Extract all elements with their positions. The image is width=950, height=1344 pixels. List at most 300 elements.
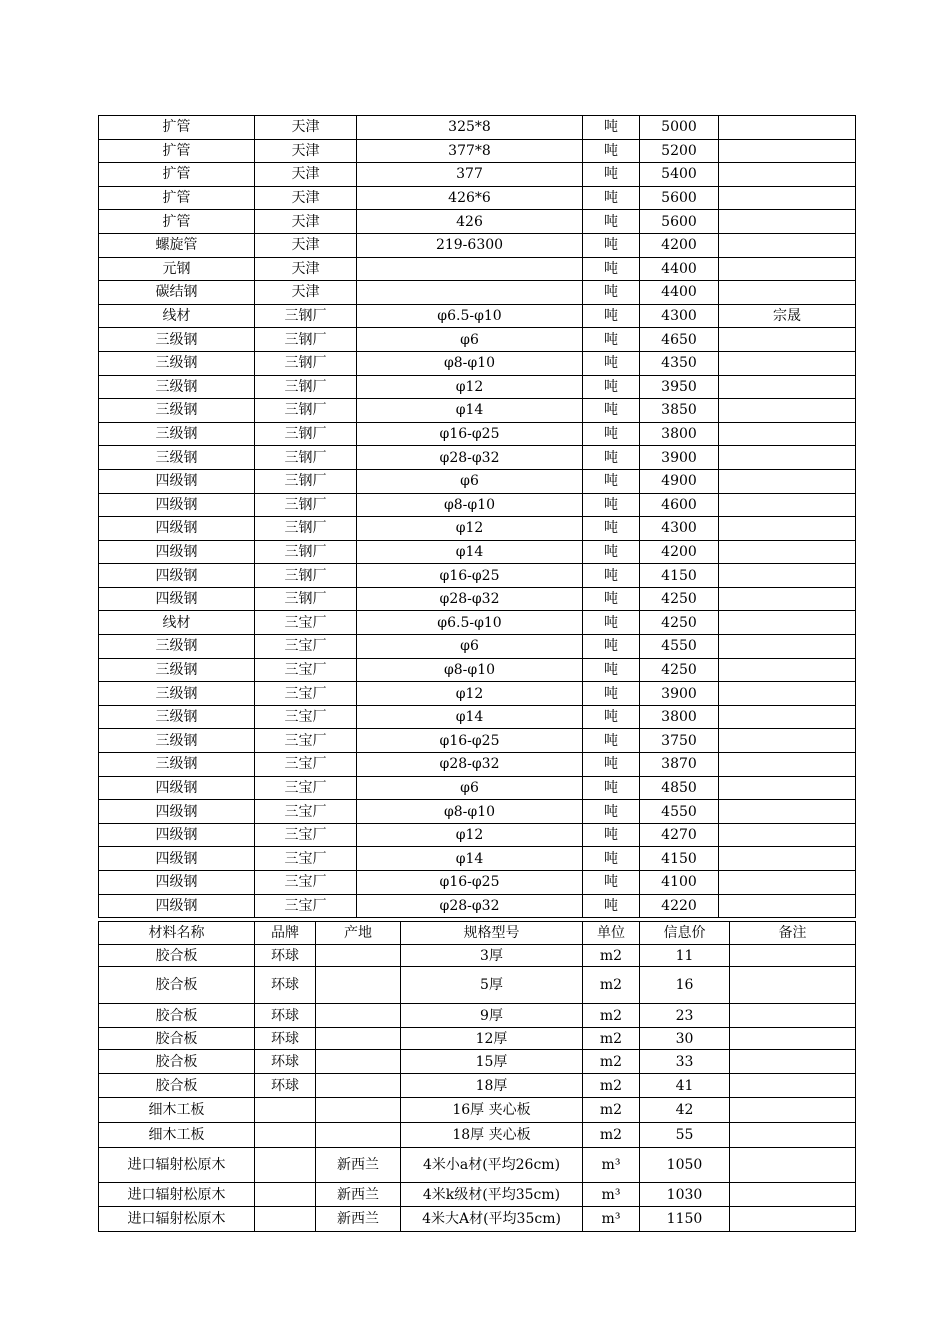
unit-cell: 吨 — [583, 729, 640, 753]
remark-cell — [719, 823, 856, 847]
spec-cell: φ12 — [357, 517, 583, 541]
table-row — [99, 210, 856, 234]
origin-cell: 新西兰 — [316, 1183, 401, 1207]
table-row — [99, 945, 856, 967]
remark-cell — [730, 1004, 856, 1028]
unit-cell: 吨 — [583, 446, 640, 470]
remark-cell — [730, 1028, 856, 1050]
table-row — [99, 658, 856, 682]
price-cell: 33 — [640, 1050, 730, 1074]
remark-cell — [719, 210, 856, 234]
table-row — [99, 967, 856, 1004]
remark-cell — [719, 729, 856, 753]
origin-cell — [316, 1004, 401, 1028]
price-cell: 5600 — [640, 210, 719, 234]
spec-cell: φ28-φ32 — [357, 587, 583, 611]
spec-cell: 4米小a材(平均26cm) — [401, 1148, 583, 1183]
table-row — [99, 469, 856, 493]
spec-cell: φ14 — [357, 847, 583, 871]
spec-cell: φ8-φ10 — [357, 658, 583, 682]
remark-cell — [719, 375, 856, 399]
unit-cell: 吨 — [583, 281, 640, 305]
brand-cell — [255, 1123, 316, 1148]
unit-cell: m³ — [583, 1207, 640, 1232]
origin-cell: 三钢厂 — [255, 540, 357, 564]
unit-cell: m2 — [583, 1123, 640, 1148]
price-cell: 4400 — [640, 281, 719, 305]
unit-cell: m2 — [583, 1098, 640, 1123]
origin-cell — [316, 1123, 401, 1148]
price-cell: 4200 — [640, 233, 719, 257]
table-row — [99, 564, 856, 588]
price-cell: 3750 — [640, 729, 719, 753]
spec-cell: 377*8 — [357, 139, 583, 163]
remark-cell — [719, 422, 856, 446]
material-name-cell: 胶合板 — [99, 1004, 255, 1028]
material-name-cell: 四级钢 — [99, 540, 255, 564]
material-name-cell: 四级钢 — [99, 800, 255, 824]
material-name-cell: 三级钢 — [99, 351, 255, 375]
remark-cell — [730, 967, 856, 1004]
material-name-cell: 胶合板 — [99, 967, 255, 1004]
origin-cell: 三宝厂 — [255, 682, 357, 706]
price-cell: 11 — [640, 945, 730, 967]
remark-cell — [719, 658, 856, 682]
material-name-cell: 三级钢 — [99, 682, 255, 706]
column-header-price: 信息价 — [640, 922, 730, 945]
price-cell: 5400 — [640, 163, 719, 187]
remark-cell — [719, 776, 856, 800]
unit-cell: m2 — [583, 1050, 640, 1074]
remark-cell — [730, 945, 856, 967]
spec-cell: φ6.5-φ10 — [357, 304, 583, 328]
price-cell: 4250 — [640, 587, 719, 611]
table-row — [99, 1183, 856, 1207]
material-name-cell: 四级钢 — [99, 776, 255, 800]
column-header-remark: 备注 — [730, 922, 856, 945]
material-name-cell: 扩管 — [99, 116, 255, 140]
header-row — [99, 922, 856, 945]
table-row — [99, 328, 856, 352]
origin-cell: 三宝厂 — [255, 753, 357, 777]
origin-cell: 天津 — [255, 210, 357, 234]
remark-cell — [719, 800, 856, 824]
unit-cell: 吨 — [583, 116, 640, 140]
remark-cell — [730, 1050, 856, 1074]
material-name-cell: 扩管 — [99, 186, 255, 210]
table-row — [99, 304, 856, 328]
unit-cell: 吨 — [583, 163, 640, 187]
table-row — [99, 163, 856, 187]
material-name-cell: 三级钢 — [99, 375, 255, 399]
material-name-cell: 四级钢 — [99, 847, 255, 871]
price-cell: 4150 — [640, 847, 719, 871]
price-cell: 4250 — [640, 658, 719, 682]
spec-cell: φ16-φ25 — [357, 422, 583, 446]
price-cell: 4650 — [640, 328, 719, 352]
spec-cell — [357, 257, 583, 281]
remark-cell — [730, 1148, 856, 1183]
origin-cell: 三钢厂 — [255, 328, 357, 352]
unit-cell: 吨 — [583, 564, 640, 588]
material-name-cell: 进口辐射松原木 — [99, 1148, 255, 1183]
origin-cell: 三钢厂 — [255, 351, 357, 375]
material-name-cell: 扩管 — [99, 210, 255, 234]
origin-cell: 三宝厂 — [255, 705, 357, 729]
price-cell: 16 — [640, 967, 730, 1004]
unit-cell: 吨 — [583, 587, 640, 611]
origin-cell: 三钢厂 — [255, 587, 357, 611]
spec-cell: φ8-φ10 — [357, 493, 583, 517]
table-row — [99, 729, 856, 753]
remark-cell — [719, 871, 856, 895]
remark-cell — [719, 116, 856, 140]
remark-cell — [719, 753, 856, 777]
table-row — [99, 446, 856, 470]
unit-cell: 吨 — [583, 139, 640, 163]
remark-cell — [719, 399, 856, 423]
price-cell: 3870 — [640, 753, 719, 777]
unit-cell: 吨 — [583, 705, 640, 729]
spec-cell: 4米大A材(平均35cm) — [401, 1207, 583, 1232]
origin-cell: 天津 — [255, 186, 357, 210]
spec-cell: φ6 — [357, 469, 583, 493]
spec-cell: φ14 — [357, 540, 583, 564]
brand-cell: 环球 — [255, 1004, 316, 1028]
remark-cell — [719, 328, 856, 352]
unit-cell: 吨 — [583, 611, 640, 635]
table-row — [99, 682, 856, 706]
unit-cell: m2 — [583, 1074, 640, 1098]
wood-board-price-table — [98, 921, 856, 1232]
table-row — [99, 139, 856, 163]
spec-cell — [357, 281, 583, 305]
remark-cell — [719, 894, 856, 918]
unit-cell: 吨 — [583, 894, 640, 918]
unit-cell: m2 — [583, 967, 640, 1004]
material-name-cell: 三级钢 — [99, 422, 255, 446]
price-cell: 4250 — [640, 611, 719, 635]
spec-cell: 219-6300 — [357, 233, 583, 257]
remark-cell — [730, 1123, 856, 1148]
table-row — [99, 186, 856, 210]
price-cell: 4400 — [640, 257, 719, 281]
origin-cell: 三钢厂 — [255, 399, 357, 423]
price-cell: 41 — [640, 1074, 730, 1098]
remark-cell — [730, 1074, 856, 1098]
unit-cell: m³ — [583, 1183, 640, 1207]
table-row — [99, 894, 856, 918]
unit-cell: 吨 — [583, 210, 640, 234]
price-cell: 4300 — [640, 517, 719, 541]
material-name-cell: 进口辐射松原木 — [99, 1183, 255, 1207]
price-cell: 1050 — [640, 1148, 730, 1183]
table-row — [99, 116, 856, 140]
remark-cell — [719, 540, 856, 564]
table-row — [99, 871, 856, 895]
price-cell: 42 — [640, 1098, 730, 1123]
material-name-cell: 胶合板 — [99, 1028, 255, 1050]
brand-cell: 环球 — [255, 967, 316, 1004]
origin-cell: 三宝厂 — [255, 823, 357, 847]
brand-cell — [255, 1183, 316, 1207]
price-cell: 30 — [640, 1028, 730, 1050]
material-name-cell: 螺旋管 — [99, 233, 255, 257]
unit-cell: 吨 — [583, 517, 640, 541]
material-name-cell: 四级钢 — [99, 587, 255, 611]
unit-cell: 吨 — [583, 540, 640, 564]
spec-cell: 5厚 — [401, 967, 583, 1004]
spec-cell: 325*8 — [357, 116, 583, 140]
remark-cell — [719, 517, 856, 541]
material-name-cell: 三级钢 — [99, 328, 255, 352]
table-row — [99, 1028, 856, 1050]
origin-cell: 三钢厂 — [255, 493, 357, 517]
unit-cell: 吨 — [583, 493, 640, 517]
material-name-cell: 进口辐射松原木 — [99, 1207, 255, 1232]
origin-cell: 三宝厂 — [255, 847, 357, 871]
column-header-spec: 规格型号 — [401, 922, 583, 945]
remark-cell — [719, 139, 856, 163]
table-row — [99, 375, 856, 399]
price-cell: 5000 — [640, 116, 719, 140]
material-name-cell: 碳结钢 — [99, 281, 255, 305]
material-name-cell: 胶合板 — [99, 945, 255, 967]
remark-cell — [719, 233, 856, 257]
origin-cell: 天津 — [255, 257, 357, 281]
remark-cell — [719, 682, 856, 706]
unit-cell: 吨 — [583, 847, 640, 871]
unit-cell: 吨 — [583, 658, 640, 682]
spec-cell: φ6 — [357, 635, 583, 659]
unit-cell: m2 — [583, 1004, 640, 1028]
spec-cell: 4米k级材(平均35cm) — [401, 1183, 583, 1207]
table-row — [99, 257, 856, 281]
spec-cell: 9厚 — [401, 1004, 583, 1028]
spec-cell: 18厚 — [401, 1074, 583, 1098]
table-row — [99, 1004, 856, 1028]
table-row — [99, 753, 856, 777]
price-cell: 5600 — [640, 186, 719, 210]
spec-cell: φ28-φ32 — [357, 894, 583, 918]
spec-cell: 426 — [357, 210, 583, 234]
spec-cell: 3厚 — [401, 945, 583, 967]
unit-cell: m2 — [583, 945, 640, 967]
brand-cell — [255, 1098, 316, 1123]
remark-cell — [719, 611, 856, 635]
column-header-unit: 单位 — [583, 922, 640, 945]
unit-cell: 吨 — [583, 186, 640, 210]
remark-cell — [719, 469, 856, 493]
table-row — [99, 399, 856, 423]
table-row — [99, 540, 856, 564]
material-name-cell: 细木工板 — [99, 1123, 255, 1148]
material-name-cell: 四级钢 — [99, 894, 255, 918]
origin-cell: 三钢厂 — [255, 375, 357, 399]
table-row — [99, 351, 856, 375]
price-cell: 4900 — [640, 469, 719, 493]
table-row — [99, 1098, 856, 1123]
spec-cell: φ12 — [357, 682, 583, 706]
table-row — [99, 1148, 856, 1183]
unit-cell: 吨 — [583, 375, 640, 399]
price-cell: 4270 — [640, 823, 719, 847]
unit-cell: 吨 — [583, 635, 640, 659]
price-cell: 4100 — [640, 871, 719, 895]
material-name-cell: 三级钢 — [99, 705, 255, 729]
table-row — [99, 776, 856, 800]
price-cell: 3950 — [640, 375, 719, 399]
remark-cell — [719, 446, 856, 470]
origin-cell: 三钢厂 — [255, 446, 357, 470]
remark-cell — [719, 186, 856, 210]
brand-cell: 环球 — [255, 945, 316, 967]
table-row — [99, 611, 856, 635]
table-row — [99, 1123, 856, 1148]
origin-cell — [316, 1050, 401, 1074]
spec-cell: φ12 — [357, 375, 583, 399]
table-row — [99, 587, 856, 611]
spec-cell: 15厚 — [401, 1050, 583, 1074]
material-name-cell: 胶合板 — [99, 1074, 255, 1098]
remark-cell — [719, 847, 856, 871]
origin-cell — [316, 1074, 401, 1098]
table-row — [99, 823, 856, 847]
origin-cell: 三宝厂 — [255, 729, 357, 753]
origin-cell: 天津 — [255, 233, 357, 257]
brand-cell — [255, 1207, 316, 1232]
material-name-cell: 三级钢 — [99, 753, 255, 777]
brand-cell: 环球 — [255, 1028, 316, 1050]
spec-cell: φ6 — [357, 776, 583, 800]
unit-cell: m³ — [583, 1148, 640, 1183]
origin-cell: 新西兰 — [316, 1148, 401, 1183]
remark-cell — [719, 635, 856, 659]
remark-cell — [719, 587, 856, 611]
price-cell: 5200 — [640, 139, 719, 163]
column-header-origin: 产地 — [316, 922, 401, 945]
unit-cell: 吨 — [583, 399, 640, 423]
table-row — [99, 635, 856, 659]
unit-cell: 吨 — [583, 233, 640, 257]
table-row — [99, 281, 856, 305]
material-name-cell: 三级钢 — [99, 635, 255, 659]
remark-cell — [730, 1183, 856, 1207]
spec-cell: φ14 — [357, 399, 583, 423]
material-name-cell: 细木工板 — [99, 1098, 255, 1123]
table-row — [99, 517, 856, 541]
price-cell: 55 — [640, 1123, 730, 1148]
table-row — [99, 1074, 856, 1098]
material-name-cell: 线材 — [99, 611, 255, 635]
material-name-cell: 线材 — [99, 304, 255, 328]
table-row — [99, 1050, 856, 1074]
origin-cell — [316, 967, 401, 1004]
origin-cell: 三宝厂 — [255, 776, 357, 800]
material-name-cell: 三级钢 — [99, 658, 255, 682]
unit-cell: 吨 — [583, 800, 640, 824]
material-name-cell: 四级钢 — [99, 517, 255, 541]
table-row — [99, 705, 856, 729]
price-cell: 4150 — [640, 564, 719, 588]
table-row — [99, 233, 856, 257]
spec-cell: φ6.5-φ10 — [357, 611, 583, 635]
spec-cell: 377 — [357, 163, 583, 187]
unit-cell: 吨 — [583, 823, 640, 847]
spec-cell: φ8-φ10 — [357, 351, 583, 375]
price-cell: 1030 — [640, 1183, 730, 1207]
table-row — [99, 847, 856, 871]
material-name-cell: 四级钢 — [99, 469, 255, 493]
material-name-cell: 三级钢 — [99, 399, 255, 423]
table-row — [99, 800, 856, 824]
origin-cell — [316, 1098, 401, 1123]
price-cell: 23 — [640, 1004, 730, 1028]
spec-cell: φ28-φ32 — [357, 753, 583, 777]
column-header-material-name: 材料名称 — [99, 922, 255, 945]
origin-cell: 三钢厂 — [255, 564, 357, 588]
remark-cell — [719, 493, 856, 517]
origin-cell — [316, 945, 401, 967]
material-name-cell: 元钢 — [99, 257, 255, 281]
origin-cell: 三宝厂 — [255, 611, 357, 635]
material-name-cell: 胶合板 — [99, 1050, 255, 1074]
price-cell: 4200 — [640, 540, 719, 564]
origin-cell: 三宝厂 — [255, 658, 357, 682]
origin-cell: 三宝厂 — [255, 635, 357, 659]
origin-cell: 天津 — [255, 163, 357, 187]
spec-cell: 18厚 夹心板 — [401, 1123, 583, 1148]
remark-cell: 宗晟 — [719, 304, 856, 328]
spec-cell: φ28-φ32 — [357, 446, 583, 470]
unit-cell: 吨 — [583, 328, 640, 352]
remark-cell — [719, 281, 856, 305]
spec-cell: φ16-φ25 — [357, 564, 583, 588]
origin-cell: 新西兰 — [316, 1207, 401, 1232]
origin-cell: 天津 — [255, 281, 357, 305]
steel-price-table — [98, 115, 856, 918]
material-name-cell: 扩管 — [99, 163, 255, 187]
unit-cell: m2 — [583, 1028, 640, 1050]
unit-cell: 吨 — [583, 753, 640, 777]
price-cell: 4850 — [640, 776, 719, 800]
spec-cell: φ12 — [357, 823, 583, 847]
origin-cell — [316, 1028, 401, 1050]
unit-cell: 吨 — [583, 304, 640, 328]
material-name-cell: 四级钢 — [99, 493, 255, 517]
material-name-cell: 扩管 — [99, 139, 255, 163]
remark-cell — [719, 257, 856, 281]
price-cell: 4550 — [640, 800, 719, 824]
unit-cell: 吨 — [583, 257, 640, 281]
spec-cell: φ14 — [357, 705, 583, 729]
origin-cell: 三宝厂 — [255, 871, 357, 895]
remark-cell — [719, 163, 856, 187]
origin-cell: 三钢厂 — [255, 469, 357, 493]
price-cell: 4550 — [640, 635, 719, 659]
brand-cell: 环球 — [255, 1050, 316, 1074]
unit-cell: 吨 — [583, 351, 640, 375]
unit-cell: 吨 — [583, 871, 640, 895]
origin-cell: 天津 — [255, 139, 357, 163]
unit-cell: 吨 — [583, 469, 640, 493]
remark-cell — [730, 1207, 856, 1232]
table-row — [99, 1207, 856, 1232]
unit-cell: 吨 — [583, 776, 640, 800]
price-cell: 4300 — [640, 304, 719, 328]
spec-cell: 16厚 夹心板 — [401, 1098, 583, 1123]
price-cell: 4600 — [640, 493, 719, 517]
